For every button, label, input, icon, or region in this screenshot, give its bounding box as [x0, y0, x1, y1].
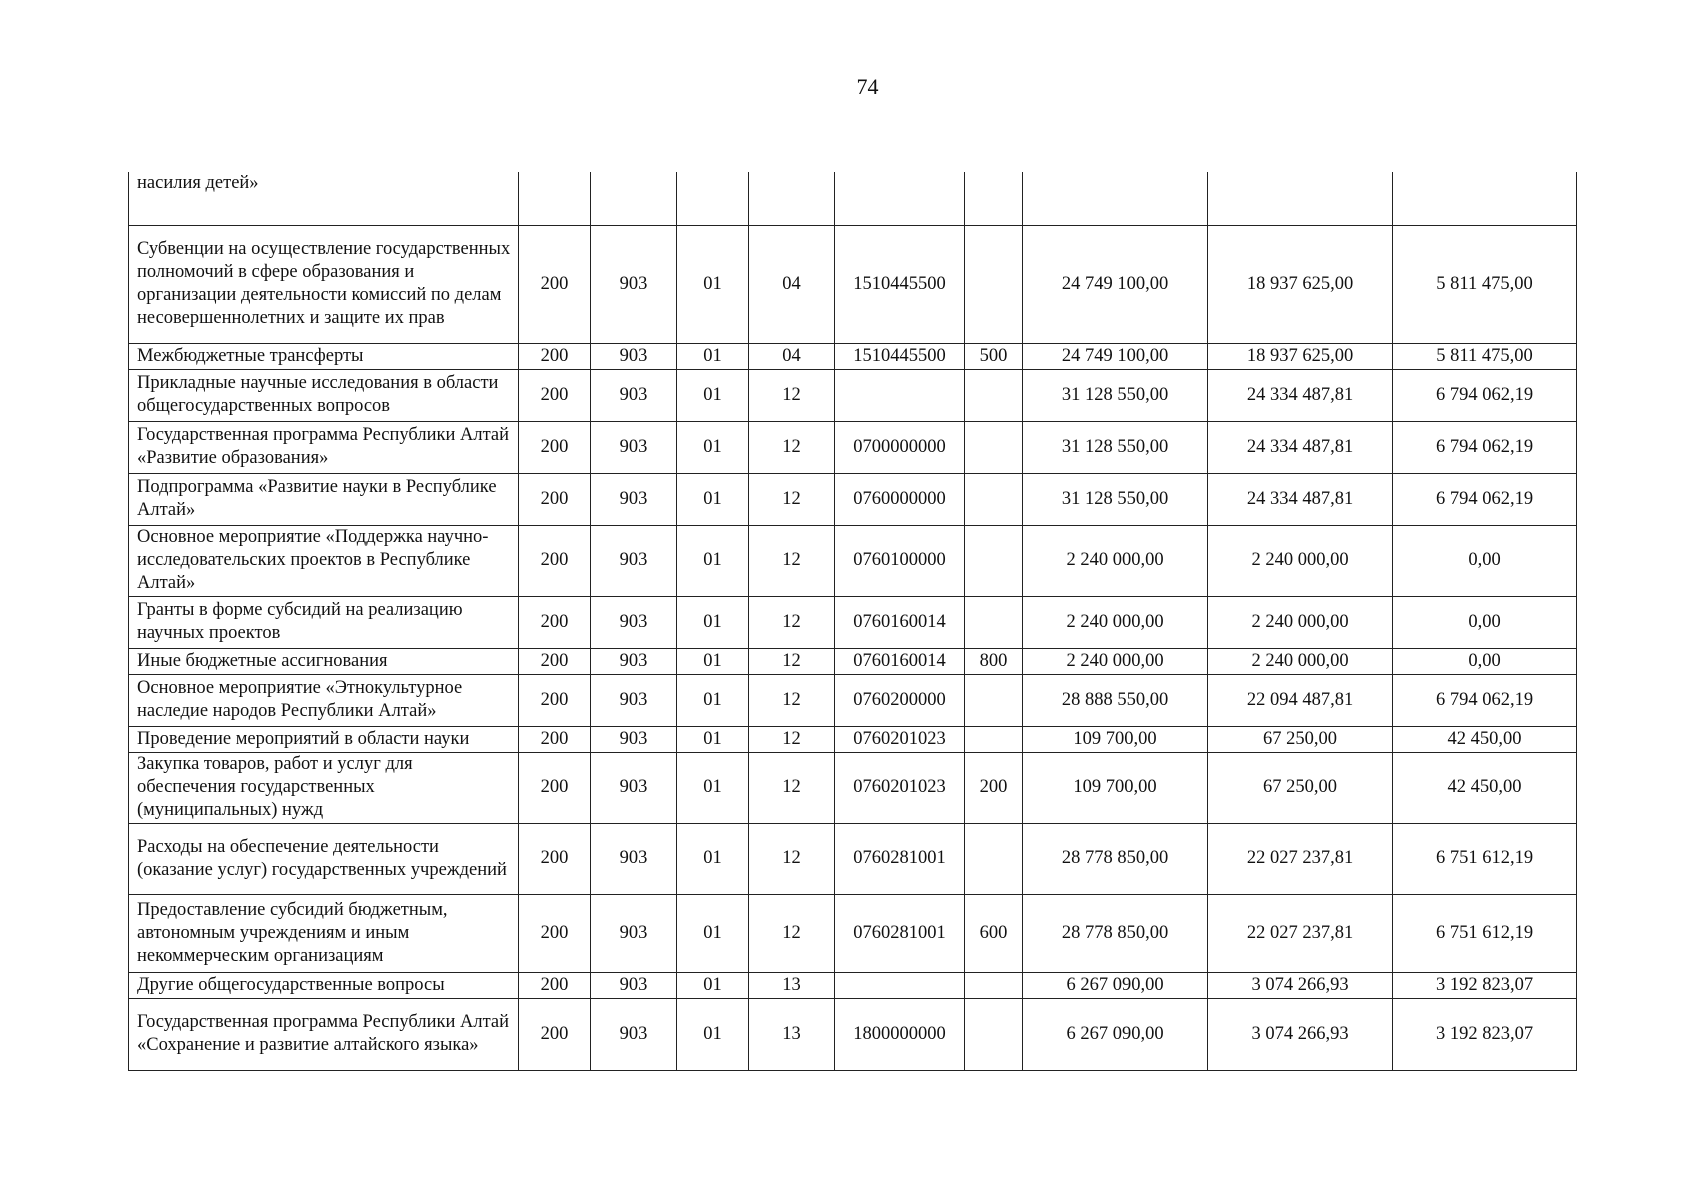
- budget-table: [128, 172, 1577, 1071]
- table-row: [129, 225, 1577, 343]
- value-cell: 0760200000: [835, 674, 965, 726]
- value-cell: 200: [519, 596, 591, 648]
- value-cell: 13: [749, 972, 835, 998]
- value-cell: 1510445500: [835, 343, 965, 369]
- value-cell: 6 794 062,19: [1393, 473, 1577, 525]
- value-cell: 28 888 550,00: [1023, 674, 1208, 726]
- value-cell: 12: [749, 894, 835, 972]
- value-cell: 2 240 000,00: [1023, 525, 1208, 596]
- value-cell: 67 250,00: [1208, 752, 1393, 823]
- value-cell: 22 027 237,81: [1208, 894, 1393, 972]
- row-label-cell: насилия детей»: [129, 172, 519, 225]
- value-cell: 6 794 062,19: [1393, 369, 1577, 421]
- table-row: [129, 596, 1577, 648]
- value-cell: 0760160014: [835, 596, 965, 648]
- value-cell: 903: [591, 343, 677, 369]
- value-cell: 200: [519, 648, 591, 674]
- value-cell: 1800000000: [835, 998, 965, 1070]
- value-cell: 6 751 612,19: [1393, 823, 1577, 894]
- value-cell: 42 450,00: [1393, 726, 1577, 752]
- value-cell: 2 240 000,00: [1208, 596, 1393, 648]
- value-cell: 01: [677, 998, 749, 1070]
- value-cell: 01: [677, 421, 749, 473]
- value-cell: 0760281001: [835, 894, 965, 972]
- value-cell: 18 937 625,00: [1208, 343, 1393, 369]
- value-cell: 903: [591, 752, 677, 823]
- value-cell: 01: [677, 674, 749, 726]
- table-row: [129, 823, 1577, 894]
- value-cell: 0,00: [1393, 596, 1577, 648]
- value-cell: 1510445500: [835, 225, 965, 343]
- value-cell: 0760160014: [835, 648, 965, 674]
- value-cell: 6 794 062,19: [1393, 421, 1577, 473]
- value-cell: [965, 726, 1023, 752]
- table-row: [129, 752, 1577, 823]
- table-row: [129, 525, 1577, 596]
- row-label-cell: Гранты в форме субсидий на реализацию научных проектов: [129, 596, 519, 648]
- row-label-cell: Расходы на обеспечение деятельности (оказание услуг) государственных учреждений: [129, 823, 519, 894]
- row-label-cell: Государственная программа Республики Алтай «Развитие образования»: [129, 421, 519, 473]
- value-cell: 01: [677, 823, 749, 894]
- value-cell: 200: [965, 752, 1023, 823]
- value-cell: 903: [591, 894, 677, 972]
- page-number: 74: [856, 74, 879, 99]
- value-cell: 3 074 266,93: [1208, 998, 1393, 1070]
- value-cell: 2 240 000,00: [1208, 648, 1393, 674]
- value-cell: [835, 172, 965, 225]
- value-cell: 200: [519, 674, 591, 726]
- value-cell: 18 937 625,00: [1208, 225, 1393, 343]
- value-cell: 0760000000: [835, 473, 965, 525]
- value-cell: [965, 525, 1023, 596]
- row-label-cell: Основное мероприятие «Поддержка научно-исследовательских проектов в Республике Алтай»: [129, 525, 519, 596]
- value-cell: [749, 172, 835, 225]
- value-cell: 12: [749, 648, 835, 674]
- table-row: [129, 894, 1577, 972]
- value-cell: 22 027 237,81: [1208, 823, 1393, 894]
- value-cell: 12: [749, 525, 835, 596]
- value-cell: 903: [591, 525, 677, 596]
- value-cell: 0760201023: [835, 752, 965, 823]
- value-cell: 67 250,00: [1208, 726, 1393, 752]
- value-cell: 0,00: [1393, 648, 1577, 674]
- value-cell: 500: [965, 343, 1023, 369]
- value-cell: 200: [519, 998, 591, 1070]
- value-cell: 31 128 550,00: [1023, 473, 1208, 525]
- value-cell: 42 450,00: [1393, 752, 1577, 823]
- value-cell: 200: [519, 225, 591, 343]
- value-cell: [965, 998, 1023, 1070]
- value-cell: [965, 823, 1023, 894]
- row-label-cell: Основное мероприятие «Этнокультурное наследие народов Республики Алтай»: [129, 674, 519, 726]
- value-cell: 01: [677, 648, 749, 674]
- table-row: [129, 674, 1577, 726]
- value-cell: 6 267 090,00: [1023, 998, 1208, 1070]
- value-cell: 01: [677, 369, 749, 421]
- value-cell: 6 751 612,19: [1393, 894, 1577, 972]
- value-cell: 01: [677, 752, 749, 823]
- value-cell: [677, 172, 749, 225]
- value-cell: [965, 473, 1023, 525]
- value-cell: 903: [591, 998, 677, 1070]
- value-cell: 600: [965, 894, 1023, 972]
- value-cell: 200: [519, 726, 591, 752]
- value-cell: 01: [677, 225, 749, 343]
- value-cell: 6 794 062,19: [1393, 674, 1577, 726]
- row-label-cell: Субвенции на осуществление государственных полномочий в сфере образования и организации деятельности комиссий по делам несовершеннолетних и защите их прав: [129, 225, 519, 343]
- value-cell: 200: [519, 343, 591, 369]
- value-cell: [1208, 172, 1393, 225]
- table-row: [129, 972, 1577, 998]
- table-body: [129, 172, 1577, 1070]
- value-cell: 903: [591, 726, 677, 752]
- row-label-cell: Государственная программа Республики Алтай «Сохранение и развитие алтайского языка»: [129, 998, 519, 1070]
- value-cell: 903: [591, 225, 677, 343]
- value-cell: 31 128 550,00: [1023, 421, 1208, 473]
- value-cell: 109 700,00: [1023, 726, 1208, 752]
- value-cell: 0760281001: [835, 823, 965, 894]
- value-cell: 200: [519, 421, 591, 473]
- value-cell: 28 778 850,00: [1023, 823, 1208, 894]
- value-cell: 12: [749, 726, 835, 752]
- value-cell: [519, 172, 591, 225]
- value-cell: 12: [749, 823, 835, 894]
- value-cell: 12: [749, 421, 835, 473]
- value-cell: [1023, 172, 1208, 225]
- value-cell: [835, 972, 965, 998]
- value-cell: 3 192 823,07: [1393, 998, 1577, 1070]
- value-cell: [591, 172, 677, 225]
- table-row: [129, 726, 1577, 752]
- value-cell: [965, 369, 1023, 421]
- value-cell: 200: [519, 752, 591, 823]
- value-cell: 903: [591, 369, 677, 421]
- value-cell: 28 778 850,00: [1023, 894, 1208, 972]
- value-cell: [965, 225, 1023, 343]
- row-label-cell: Другие общегосударственные вопросы: [129, 972, 519, 998]
- value-cell: 6 267 090,00: [1023, 972, 1208, 998]
- value-cell: [965, 421, 1023, 473]
- row-label-cell: Подпрограмма «Развитие науки в Республике Алтай»: [129, 473, 519, 525]
- value-cell: 2 240 000,00: [1208, 525, 1393, 596]
- value-cell: 01: [677, 525, 749, 596]
- value-cell: 24 334 487,81: [1208, 473, 1393, 525]
- value-cell: [1393, 172, 1577, 225]
- value-cell: 0,00: [1393, 525, 1577, 596]
- value-cell: 01: [677, 726, 749, 752]
- value-cell: 903: [591, 972, 677, 998]
- value-cell: 903: [591, 473, 677, 525]
- value-cell: [965, 596, 1023, 648]
- value-cell: 109 700,00: [1023, 752, 1208, 823]
- table-row: [129, 998, 1577, 1070]
- value-cell: 0760100000: [835, 525, 965, 596]
- value-cell: 04: [749, 225, 835, 343]
- value-cell: 12: [749, 473, 835, 525]
- value-cell: 2 240 000,00: [1023, 648, 1208, 674]
- value-cell: [835, 369, 965, 421]
- table-row: [129, 343, 1577, 369]
- value-cell: 0700000000: [835, 421, 965, 473]
- value-cell: 01: [677, 343, 749, 369]
- value-cell: 01: [677, 596, 749, 648]
- value-cell: 24 334 487,81: [1208, 369, 1393, 421]
- value-cell: 800: [965, 648, 1023, 674]
- table-row: [129, 421, 1577, 473]
- value-cell: 200: [519, 972, 591, 998]
- table-row: [129, 369, 1577, 421]
- value-cell: 31 128 550,00: [1023, 369, 1208, 421]
- value-cell: 200: [519, 894, 591, 972]
- value-cell: 5 811 475,00: [1393, 225, 1577, 343]
- row-label-cell: Предоставление субсидий бюджетным, автономным учреждениям и иным некоммерческим организациям: [129, 894, 519, 972]
- row-label-cell: Закупка товаров, работ и услуг для обеспечения государственных (муниципальных) нужд: [129, 752, 519, 823]
- value-cell: 903: [591, 596, 677, 648]
- value-cell: 3 192 823,07: [1393, 972, 1577, 998]
- value-cell: 24 749 100,00: [1023, 225, 1208, 343]
- value-cell: 903: [591, 421, 677, 473]
- value-cell: 200: [519, 473, 591, 525]
- value-cell: 24 749 100,00: [1023, 343, 1208, 369]
- value-cell: 12: [749, 596, 835, 648]
- value-cell: 200: [519, 369, 591, 421]
- row-label-cell: Прикладные научные исследования в области общегосударственных вопросов: [129, 369, 519, 421]
- value-cell: [965, 674, 1023, 726]
- table-row: [129, 648, 1577, 674]
- row-label-cell: Межбюджетные трансферты: [129, 343, 519, 369]
- value-cell: 903: [591, 823, 677, 894]
- value-cell: 12: [749, 752, 835, 823]
- value-cell: 3 074 266,93: [1208, 972, 1393, 998]
- value-cell: 12: [749, 369, 835, 421]
- row-label-cell: Проведение мероприятий в области науки: [129, 726, 519, 752]
- value-cell: 22 094 487,81: [1208, 674, 1393, 726]
- value-cell: 200: [519, 525, 591, 596]
- value-cell: 5 811 475,00: [1393, 343, 1577, 369]
- value-cell: 01: [677, 473, 749, 525]
- table-row: [129, 473, 1577, 525]
- value-cell: 01: [677, 894, 749, 972]
- value-cell: 200: [519, 823, 591, 894]
- row-label-cell: Иные бюджетные ассигнования: [129, 648, 519, 674]
- table-row: [129, 172, 1577, 225]
- value-cell: 903: [591, 674, 677, 726]
- value-cell: 04: [749, 343, 835, 369]
- value-cell: 24 334 487,81: [1208, 421, 1393, 473]
- value-cell: 2 240 000,00: [1023, 596, 1208, 648]
- value-cell: [965, 172, 1023, 225]
- value-cell: [965, 972, 1023, 998]
- value-cell: 903: [591, 648, 677, 674]
- value-cell: 12: [749, 674, 835, 726]
- value-cell: 13: [749, 998, 835, 1070]
- value-cell: 01: [677, 972, 749, 998]
- value-cell: 0760201023: [835, 726, 965, 752]
